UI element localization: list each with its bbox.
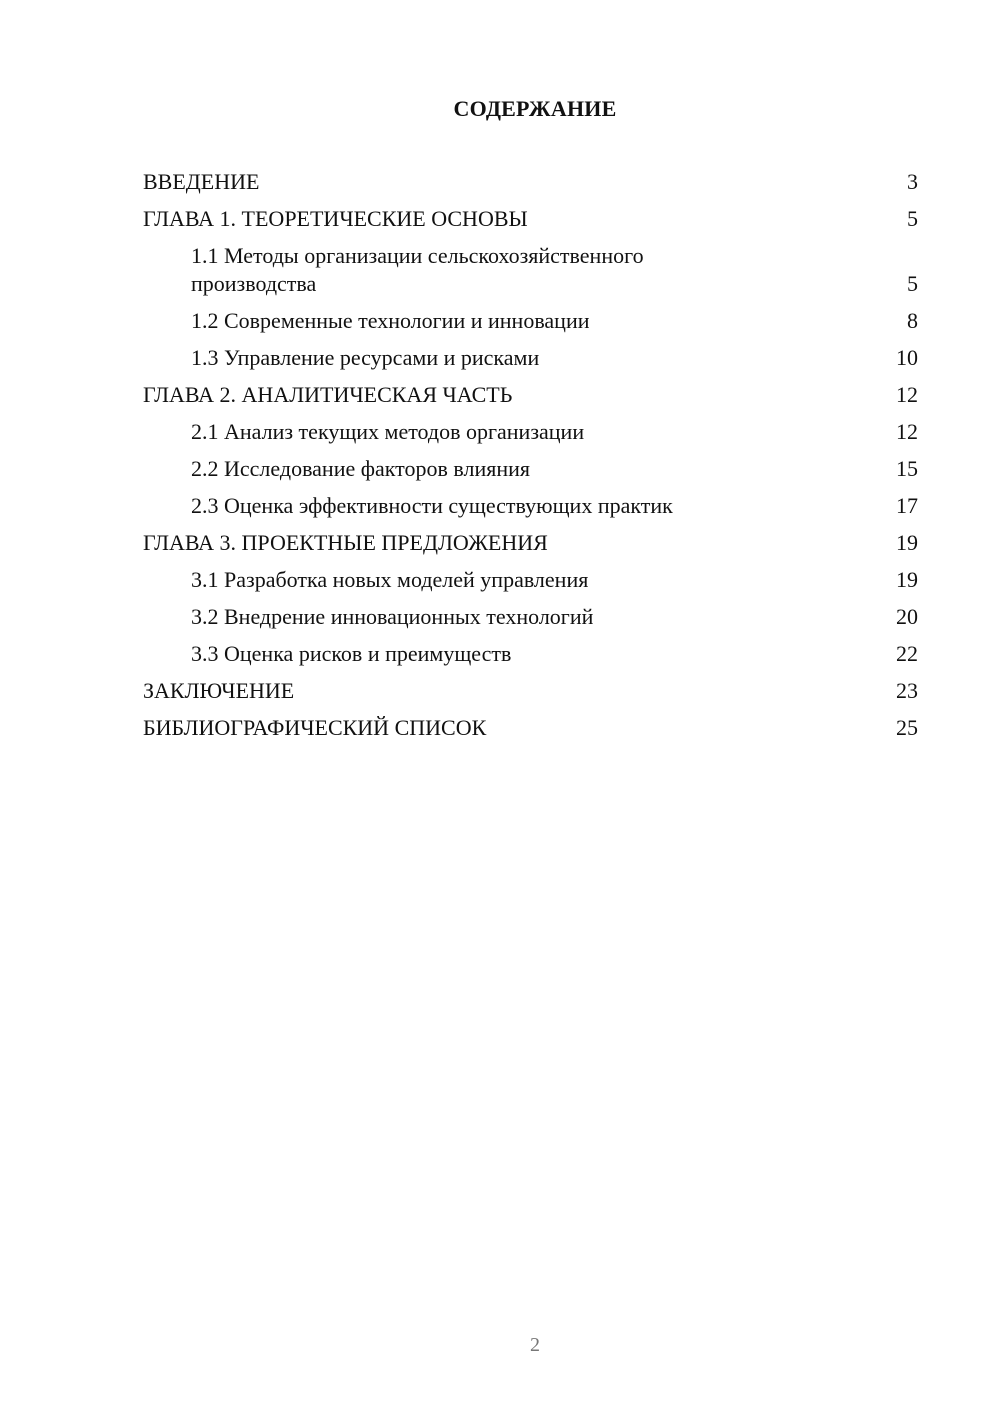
toc-entry-page: 19	[896, 530, 918, 555]
toc-entry-section-1-3[interactable]	[143, 344, 918, 372]
toc-entry-chapter-1[interactable]	[143, 205, 918, 233]
toc-entry-label: ГЛАВА 2. АНАЛИТИЧЕСКАЯ ЧАСТЬ	[143, 382, 513, 407]
toc-entry-page: 20	[896, 604, 918, 629]
toc-entry-page: 8	[907, 308, 918, 333]
page-number: 2	[530, 1334, 540, 1356]
toc-entry-page: 10	[896, 345, 918, 370]
toc-entry-label: 3.1 Разработка новых моделей управления	[191, 567, 589, 592]
toc-entry-page: 25	[896, 715, 918, 740]
toc-entry-page: 22	[896, 641, 918, 666]
toc-entry-label: 2.3 Оценка эффективности существующих практик	[191, 493, 673, 518]
toc-entry-label: ГЛАВА 1. ТЕОРЕТИЧЕСКИЕ ОСНОВЫ	[143, 206, 528, 231]
toc-entry-label: 1.1 Методы организации сельскохозяйственного производства	[191, 243, 644, 296]
toc-entry-section-3-3[interactable]	[143, 640, 918, 668]
toc-entry-label: 3.2 Внедрение инновационных технологий	[191, 604, 594, 629]
toc-entry-label: БИБЛИОГРАФИЧЕСКИЙ СПИСОК	[143, 715, 487, 740]
toc-entry-label: ГЛАВА 3. ПРОЕКТНЫЕ ПРЕДЛОЖЕНИЯ	[143, 530, 548, 555]
toc-entry-chapter-3[interactable]	[143, 529, 918, 557]
toc-entry-section-1-2[interactable]	[143, 307, 918, 335]
toc-entry-label: 1.3 Управление ресурсами и рисками	[191, 345, 540, 370]
toc-entry-label: 1.2 Современные технологии и инновации	[191, 308, 590, 333]
toc-entry-bibliography[interactable]	[143, 714, 918, 742]
toc-entry-page: 12	[896, 382, 918, 407]
toc-entry-page: 5	[907, 271, 918, 296]
table-of-contents	[143, 168, 918, 751]
toc-entry-section-3-2[interactable]	[143, 603, 918, 631]
page-title: СОДЕРЖАНИЕ	[453, 96, 617, 121]
toc-entry-page: 5	[907, 206, 918, 231]
toc-entry-chapter-2[interactable]	[143, 381, 918, 409]
toc-entry-section-2-1[interactable]	[143, 418, 918, 446]
toc-entry-label: ЗАКЛЮЧЕНИЕ	[143, 678, 295, 703]
toc-entry-page: 3	[907, 169, 918, 194]
toc-entry-page: 23	[896, 678, 918, 703]
toc-entry-page: 15	[896, 456, 918, 481]
toc-entry-introduction[interactable]	[143, 168, 918, 196]
toc-entry-section-2-2[interactable]	[143, 455, 918, 483]
toc-entry-section-1-1[interactable]	[143, 242, 918, 298]
toc-entry-page: 17	[896, 493, 918, 518]
toc-entry-section-3-1[interactable]	[143, 566, 918, 594]
toc-entry-label: 2.1 Анализ текущих методов организации	[191, 419, 585, 444]
toc-entry-label: ВВЕДЕНИЕ	[143, 169, 260, 194]
toc-entry-label: 2.2 Исследование факторов влияния	[191, 456, 531, 481]
toc-entry-section-2-3[interactable]	[143, 492, 918, 520]
toc-entry-page: 19	[896, 567, 918, 592]
toc-entry-label: 3.3 Оценка рисков и преимуществ	[191, 641, 512, 666]
toc-entry-page: 12	[896, 419, 918, 444]
toc-entry-conclusion[interactable]	[143, 677, 918, 705]
